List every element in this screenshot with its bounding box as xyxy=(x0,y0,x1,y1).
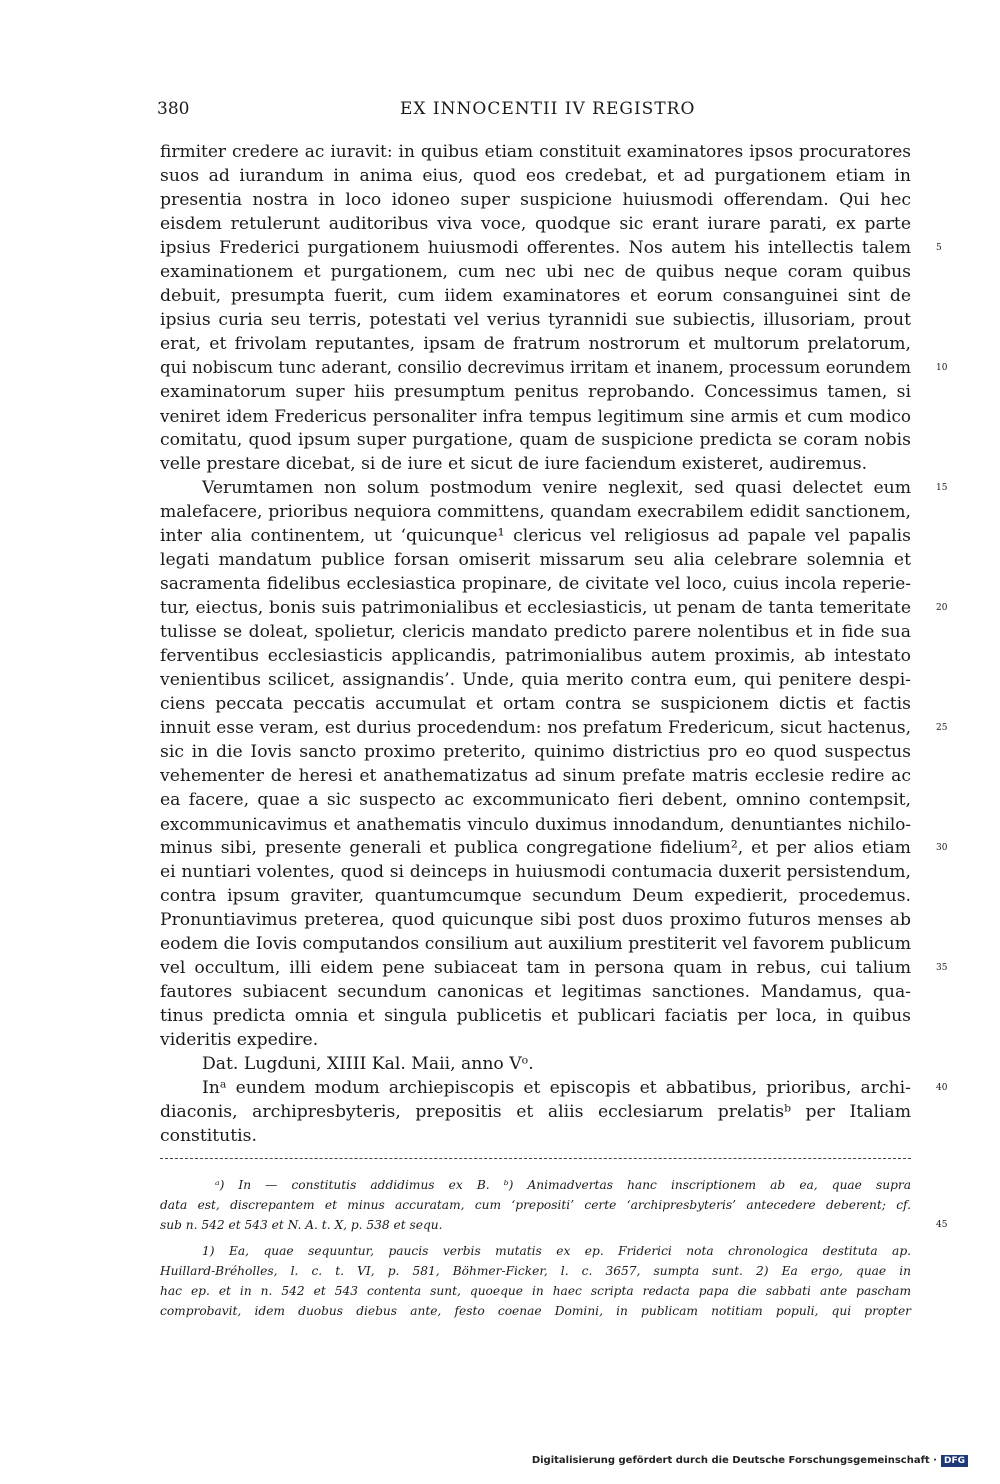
dating-clause: Dat. Lugduni, XIIII Kal. Maii, anno Vᵒ. xyxy=(202,1054,534,1074)
body-line: presentia nostra in loco idoneo super suspicione huiusmodi offerendam. Qui hec xyxy=(160,190,911,210)
body-line: ciens peccata peccatis accumulat et ortam contra se suspicionem dictis et factis xyxy=(160,694,911,714)
line-number: 30 xyxy=(936,843,948,853)
funding-notice xyxy=(532,1455,968,1467)
body-line: sic in die Iovis sancto proximo preterito, quinimo districtius pro eo quod suspectus xyxy=(160,742,911,762)
body-line: videritis expedire. xyxy=(160,1030,319,1050)
dfg-logo: DFG xyxy=(941,1455,968,1467)
body-line: vel occultum, illi eidem pene subiaceat tam in persona quam in rebus, cui talium xyxy=(160,958,911,978)
body-line: Pronuntiavimus preterea, quod quicunque sibi post duos proximo futuros menses ab xyxy=(160,910,911,930)
line-number: 35 xyxy=(936,963,948,973)
body-line: tulisse se doleat, spolietur, clericis mandato predicto parere nolentibus et in fide sua xyxy=(160,622,911,642)
body-line: malefacere, prioribus nequiora committens, quandam execrabilem edidit sanctionem, xyxy=(160,502,911,522)
body-line: legati mandatum publice forsan omiserit missarum seu alia celebrare solemnia et xyxy=(160,550,911,570)
body-line: ea facere, quae a sic suspecto ac excommunicato fieri debent, omnino contempsit, xyxy=(160,790,911,810)
body-line: sacramenta fidelibus ecclesiastica propinare, de civitate vel loco, cuius incola reperie- xyxy=(160,574,911,594)
line-number: 5 xyxy=(936,243,942,253)
line-number: 40 xyxy=(936,1083,948,1093)
body-line: excommunicavimus et anathematis vinculo duximus innodandum, denuntiantes nichilo- xyxy=(160,814,911,834)
body-line: suos ad iurandum in anima eius, quod eos credebat, et ad purgationem etiam in xyxy=(160,166,911,186)
body-line: tinus predicta omnia et singula publicetis et publicari faciatis per loca, in quibus xyxy=(160,1006,911,1026)
body-line: examinatorum super hiis presumptum penitus reprobando. Concessimus tamen, si xyxy=(160,382,911,402)
body-line: Verumtamen non solum postmodum venire neglexit, sed quasi delectet eum xyxy=(202,478,911,498)
body-line: qui nobiscum tunc aderant, consilio decrevimus irritam et inanem, processum eorundem xyxy=(160,358,911,377)
running-head: EX INNOCENTII IV REGISTRO xyxy=(400,99,696,119)
footnote-line: hac ep. et in n. 542 et 543 contenta sunt, quoeque in haec scripta redacta papa die sabbati ante pascham xyxy=(160,1284,911,1298)
body-line: velle prestare dicebat, si de iure et sicut de iure faciendum existeret, audiremus. xyxy=(160,454,868,474)
footnote-line: comprobavit, idem duobus diebus ante, festo coenae Domini, in publicam notitiam populi, qui propter xyxy=(160,1304,911,1318)
body-line: eisdem retulerunt auditoribus viva voce, quodque sic erant iurare parati, ex parte xyxy=(160,214,911,234)
body-line: innuit esse veram, est durius procedendum: nos prefatum Fredericum, sicut hactenus, xyxy=(160,718,911,738)
body-line: tur, eiectus, bonis suis patrimonialibus et ecclesiasticis, ut penam de tanta temeritate xyxy=(160,598,911,618)
body-line: examinationem et purgationem, cum nec ubi nec de quibus neque coram quibus xyxy=(160,262,911,282)
footnote-line: ᵃ) In — constitutis addidimus ex B. ᵇ) Animadvertas hanc inscriptionem ab ea, quae supra xyxy=(215,1178,911,1192)
body-line: eodem die Iovis computandos consilium aut auxilium prestiterit vel favorem publicum xyxy=(160,934,911,954)
body-line: erat, et frivolam reputantes, ipsam de fratrum nostrorum et multorum prelatorum, xyxy=(160,334,911,354)
body-line: debuit, presumpta fuerit, cum iidem examinatores et eorum consanguinei sint de xyxy=(160,286,911,306)
body-line: constitutis. xyxy=(160,1126,257,1146)
body-line: venientibus scilicet, assignandis’. Unde, quia merito contra eum, qui penitere despi- xyxy=(160,670,911,690)
body-line: vehementer de heresi et anathematizatus ad sinum prefate matris ecclesie redire ac xyxy=(160,766,911,786)
body-line: contra ipsum graviter, quantumcumque secundum Deum expedierit, procedemus. xyxy=(160,886,911,906)
footnote-line: Huillard-Bréholles, l. c. t. VI, p. 581, Böhmer-Ficker, l. c. 3657, sumpta sunt. 2) Ea ergo, quae in xyxy=(160,1264,911,1278)
footnote-line: data est, discrepantem et minus accuratam, cum ‘prepositi’ certe ‘archipresbyteris’ antecedere deberent; cf. xyxy=(160,1198,911,1212)
body-line: comitatu, quod ipsum super purgatione, quam de suspicione predicta se coram nobis xyxy=(160,430,911,450)
line-number: 45 xyxy=(936,1220,948,1230)
funding-notice-text: Digitalisierung gefördert durch die Deutsche Forschungsgemeinschaft · xyxy=(531,1455,937,1466)
body-line: diaconis, archipresbyteris, prepositis et aliis ecclesiarum prelatisᵇ per Italiam xyxy=(160,1102,911,1122)
body-line: firmiter credere ac iuravit: in quibus etiam constituit examinatores ipsos procuratores xyxy=(160,142,911,162)
body-line: ei nuntiari volentes, quod si deinceps in huiusmodi contumacia duxerit persistendum, xyxy=(160,862,911,882)
page-number: 380 xyxy=(157,99,190,119)
body-line: ipsius Frederici purgationem huiusmodi offerentes. Nos autem his intellectis talem xyxy=(160,238,911,258)
line-number: 10 xyxy=(936,363,948,373)
line-number: 20 xyxy=(936,603,948,613)
line-number: 15 xyxy=(936,483,948,493)
body-line: fautores subiacent secundum canonicas et legitimas sanctiones. Mandamus, qua- xyxy=(160,982,911,1002)
body-line: ipsius curia seu terris, potestati vel verius tyrannidi sue subiectis, illusoriam, prout xyxy=(160,310,911,330)
line-number: 25 xyxy=(936,723,948,733)
footnote-divider xyxy=(160,1158,911,1159)
footnote-line: sub n. 542 et 543 et N. A. t. X, p. 538 et sequ. xyxy=(160,1218,443,1232)
body-line: ferventibus ecclesiasticis applicandis, patrimonialibus autem proximis, ab intestato xyxy=(160,646,911,666)
body-line: inter alia continentem, ut ‘quicunque¹ clericus vel religiosus ad papale vel papalis xyxy=(160,526,911,546)
body-line: minus sibi, presente generali et publica congregatione fidelium², et per alios etiam xyxy=(160,838,911,858)
footnote-line: 1) Ea, quae sequuntur, paucis verbis mutatis ex ep. Friderici nota chronologica destituta ap. xyxy=(202,1244,911,1258)
body-line: veniret idem Fredericus personaliter infra tempus legitimum sine armis et cum modico xyxy=(160,406,911,426)
body-line: Inᵃ eundem modum archiepiscopis et episcopis et abbatibus, prioribus, archi- xyxy=(202,1078,911,1098)
